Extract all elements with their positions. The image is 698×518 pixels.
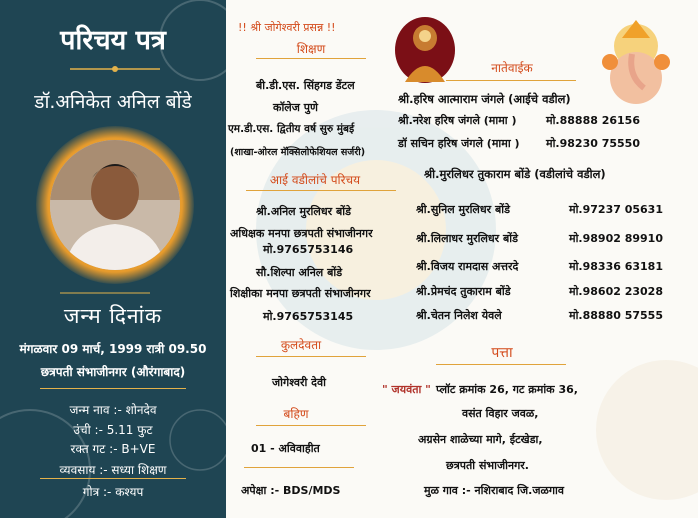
relative-name: श्री.लिलाधर मुरलिधर बोंडे <box>416 232 519 245</box>
dob-title: जन्म दिनांक <box>63 304 163 328</box>
relatives-heading: नातेवाईक <box>491 61 533 75</box>
mother-mobile: मो.9765753145 <box>263 310 354 323</box>
divider <box>40 388 186 389</box>
relative-name: श्री.प्रेमचंद तुकाराम बोंडे <box>416 285 511 298</box>
father-name: श्री.अनिल मुरलिधर बोंडे <box>256 205 351 218</box>
paternal-grandfather: श्री.मुरलिधर तुकाराम बोंडे (वडीलांचे वडील) <box>424 167 606 181</box>
heading-underline <box>246 190 396 191</box>
detail-occupation: व्यवसाय :- सध्या शिक्षण <box>59 463 167 477</box>
education-heading: शिक्षण <box>296 42 326 56</box>
relative-mobile: मो.98602 23028 <box>569 285 663 298</box>
siblings-heading: बहिण <box>283 407 309 421</box>
kuldevta-heading: कुलदेवता <box>280 338 322 352</box>
father-mobile: मो.9765753146 <box>263 243 354 256</box>
relative-mobile: मो.97237 05631 <box>569 203 663 216</box>
address-heading: पत्ता <box>491 345 513 361</box>
education-line: बी.डी.एस. सिंहगड डेंटल <box>256 79 355 92</box>
parents-heading: आई वडीलांचे परिचय <box>269 173 361 187</box>
maternal-grandfather: श्री.हरिष आत्माराम जंगले (आईचे वडील) <box>398 92 571 106</box>
relative-name: श्री.विजय रामदास अत्तरदे <box>416 260 519 273</box>
detail-birth-name: जन्म नाव :- शोनदेव <box>69 403 157 417</box>
heading-underline <box>446 80 576 81</box>
kuldevta-value: जोगेश्वरी देवी <box>272 376 326 389</box>
father-occupation: अधिक्षक मनपा छत्रपती संभाजीनगर <box>230 227 373 240</box>
uncle-mobile: मो.98230 75550 <box>546 137 640 150</box>
blessing-text: !! श्री जोगेश्वरी प्रसन्न !! <box>238 21 336 34</box>
relative-mobile: मो.88880 57555 <box>569 309 663 322</box>
house-name: " जयवंता " <box>382 383 431 396</box>
mother-name: सौ.शिल्पा अनिल बोंडे <box>256 266 343 279</box>
relative-mobile: मो.98336 63181 <box>569 260 663 273</box>
dob-ornament <box>60 288 150 298</box>
address-line: वसंत विहार जवळ, <box>462 407 539 420</box>
heading-underline <box>256 425 366 426</box>
card-title: परिचय पत्र <box>60 25 166 56</box>
ganesha-image <box>592 16 680 108</box>
right-panel <box>226 0 698 518</box>
uncle-name: डॉ सचिन हरिष जंगले (मामा ) <box>398 137 520 150</box>
title-ornament <box>70 64 160 74</box>
divider <box>40 478 186 479</box>
education-line: (शाखा-ओरल मॅक्सिलोफेशियल सर्जरी) <box>230 147 366 158</box>
birthplace: छत्रपती संभाजीनगर (औरंगाबाद) <box>40 365 186 379</box>
expectation: अपेक्षा :- BDS/MDS <box>241 484 341 497</box>
education-line: कॉलेज पुणे <box>273 101 318 114</box>
heading-underline <box>436 364 566 365</box>
uncle-name: श्री.नरेश हरिष जंगले (मामा ) <box>398 114 517 127</box>
mother-occupation: शिक्षीका मनपा छत्रपती संभाजीनगर <box>230 287 371 300</box>
relative-mobile: मो.98902 89910 <box>569 232 663 245</box>
detail-height: उंची :- 5.11 फुट <box>73 423 153 437</box>
left-panel <box>0 0 226 518</box>
native-place: मुळ गाव :- नशिराबाद जि.जळगाव <box>424 484 565 497</box>
education-line: एम.डी.एस. द्वितीय वर्ष सुरु मुंबई <box>228 123 355 135</box>
candidate-name: डॉ.अनिकेत अनिल बोंडे <box>34 91 192 113</box>
detail-blood-group: रक्त गट :- B+VE <box>70 442 156 456</box>
dob-value: मंगळवार 09 मार्च, 1999 रात्री 09.50 <box>19 342 207 356</box>
siblings-value: 01 - अविवाहीत <box>251 442 320 455</box>
heading-underline <box>256 356 366 357</box>
person-silhouette-icon <box>50 140 180 270</box>
heading-underline <box>256 58 366 59</box>
address-line: प्लॉट क्रमांक 26, गट क्रमांक 36, <box>436 383 578 396</box>
detail-gotra: गोत्र :- कश्यप <box>82 485 144 499</box>
divider <box>244 467 354 468</box>
uncle-mobile: मो.88888 26156 <box>546 114 640 127</box>
goddess-image <box>392 12 458 84</box>
candidate-photo <box>50 140 180 270</box>
relative-name: श्री.सुनिल मुरलिधर बोंडे <box>416 203 510 216</box>
address-line: छत्रपती संभाजीनगर. <box>446 459 529 472</box>
address-line: अग्रसेन शाळेच्या मागे, ईटखेडा, <box>418 433 543 446</box>
relative-name: श्री.चेतन निलेश येवले <box>416 309 502 322</box>
